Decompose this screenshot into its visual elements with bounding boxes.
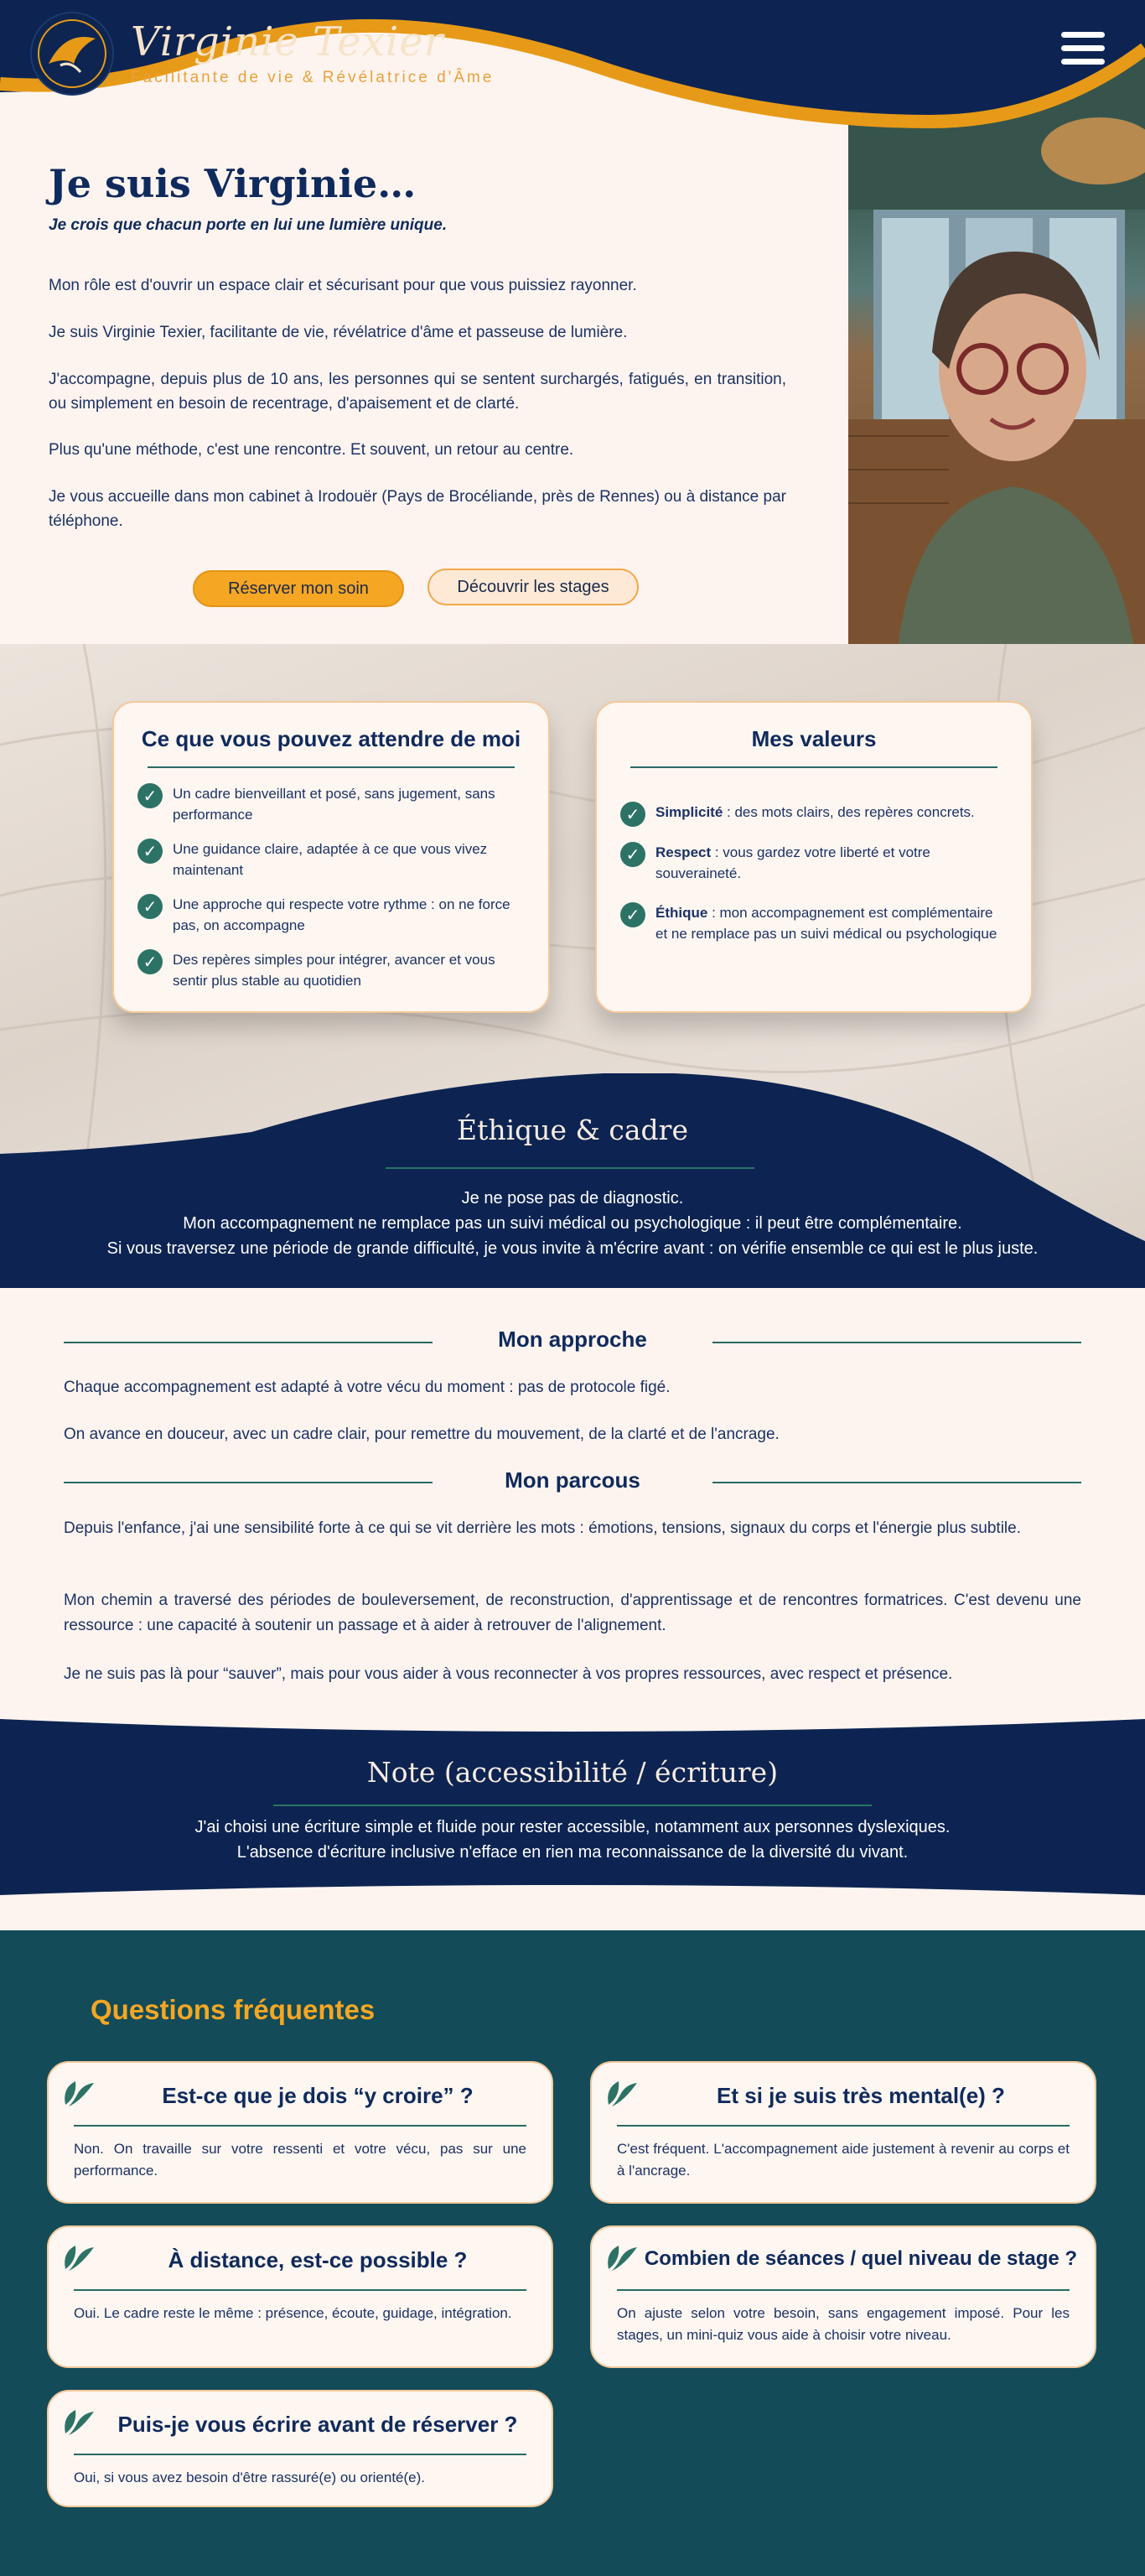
book-session-button[interactable]: Réserver mon soin [193,570,404,607]
note-line: L'absence d'écriture inclusive n'efface en rien ma reconnaissance de la diversité du vivant. [236,1843,909,1862]
list-item [137,783,515,825]
intro-paragraph: Plus qu'une méthode, c'est une rencontre. Et souvent, un retour au centre. [49,441,574,459]
note-line: J'ai choisi une écriture simple et fluide pour rester accessible, notamment aux personnes dyslexiques. [194,1818,951,1836]
leaf-icon [604,2076,640,2110]
divider [273,1805,872,1806]
list-item [137,894,515,936]
divider [74,2454,526,2455]
faq-answer: C'est fréquent. L'accompagnement aide justement à revenir au corps et à l'ancrage. [617,2141,1070,2179]
faq-item[interactable] [47,2061,553,2204]
hamburger-menu-icon[interactable] [1061,32,1105,65]
faq-question: Est-ce que je dois “y croire” ? [162,2083,474,2108]
ethics-line: Si vous traversez une période de grande difficulté, je vous invite à m'écrire avant : on vérifie ensemble ce qui est le plus juste. [106,1239,1039,1258]
journey-paragraph: Depuis l'enfance, j'ai une sensibilité forte à ce qui se vit derrière les mots : émotions, tensions, signaux du corps et l'énergie plus subtile. [64,1519,1021,1537]
faq-title: Questions fréquentes [91,1994,376,2025]
list-item [620,842,997,884]
check-icon: ✓ [137,783,163,808]
leaf-icon [604,2241,640,2274]
intro-subtitle: Je crois que chacun porte en lui une lumière unique. [49,216,448,234]
intro-paragraph: Mon rôle est d'ouvrir un espace clair et sécurisant pour que vous puissiez rayonner. [49,277,637,294]
divider [617,2125,1070,2127]
faq-answer: Oui, si vous avez besoin d'être rassuré(e) ou orienté(e). [74,2470,425,2485]
list-item [620,902,997,944]
faq-item[interactable] [590,2225,1096,2368]
brand-tagline: Facilitante de vie & Révélatrice d'Âme [131,69,495,86]
check-icon: ✓ [620,802,645,827]
approach-paragraph: On avance en douceur, avec un cadre clair, pour remettre du mouvement, de la clarté et de l'ancrage. [64,1426,780,1443]
faq-answer: On ajuste selon votre besoin, sans engagement imposé. Pour les stages, un mini-quiz vous aide à choisir votre niveau. [617,2305,1070,2343]
approach-paragraph: Chaque accompagnement est adapté à votre vécu du moment : pas de protocole figé. [64,1379,671,1396]
leaf-icon [60,2405,97,2438]
expectations-card [112,701,550,1013]
faq-question: Et si je suis très mental(e) ? [717,2083,1005,2108]
faq-question: À distance, est-ce possible ? [168,2247,468,2272]
note-title: Note (accessibilité / écriture) [366,1756,779,1789]
journey-title: Mon parcous [505,1467,640,1493]
expectations-title: Ce que vous pouvez attendre de moi [141,726,521,751]
journey-paragraph: Mon chemin a traversé des périodes de bouleversement, de reconstruction, d'apprentissage et de rencontres formatrices. C'est devenu une ressource : une capacité à soutenir un passage et à aider à retrouver de l'alignement. [64,1592,1081,1634]
journey-paragraph: Je ne suis pas là pour “sauver”, mais pour vous aider à vous reconnecter à vos propres ressources, avec respect et présence. [64,1665,953,1683]
logo-icon[interactable] [30,12,114,96]
list-item-text: Respect : vous gardez votre liberté et votre souveraineté. [655,844,930,881]
brand-name[interactable]: Virginie Texier [131,18,444,65]
intro-paragraph: J'accompagne, depuis plus de 10 ans, les personnes qui se sentent surchargés, fatigués, en transition, ou simplement en besoin de recentrage, d'apaisement et de clarté. [49,371,786,413]
faq-question: Combien de séances / quel niveau de stage ? [644,2247,1078,2270]
divider [617,2289,1070,2291]
divider [74,2289,526,2291]
page-title: Je suis Virginie… [49,161,417,206]
check-icon: ✓ [137,949,163,974]
check-icon: ✓ [137,894,163,919]
leaf-icon [60,2241,97,2274]
faq-item[interactable] [47,2225,553,2368]
divider [74,2125,526,2127]
list-item [620,802,997,827]
faq-section [0,1930,1145,2576]
list-item-text: Une approche qui respecte votre rythme : on ne force pas, on accompagne [173,896,510,933]
faq-answer: Oui. Le cadre reste le même : présence, écoute, guidage, intégration. [74,2305,512,2321]
site-header [0,0,1145,134]
values-card [595,701,1033,1013]
faq-question: Puis-je vous écrire avant de réserver ? [117,2412,518,2437]
list-item [137,949,515,991]
list-item-text: Simplicité : des mots clairs, des repères concrets. [655,804,975,820]
leaf-icon [60,2076,97,2110]
discover-workshops-button[interactable]: Découvrir les stages [427,569,639,605]
accessibility-note-banner [0,1711,1145,1903]
list-item-text: Éthique : mon accompagnement est complémentaire et ne remplace pas un suivi médical ou psychologique [655,905,997,942]
divider [630,766,997,768]
ethics-banner [0,1073,1145,1288]
list-item-text: Une guidance claire, adaptée à ce que vous vivez maintenant [173,841,488,878]
check-icon: ✓ [620,902,645,927]
check-icon: ✓ [137,839,163,864]
faq-answer: Non. On travaille sur votre ressenti et votre vécu, pas sur une performance. [74,2141,526,2179]
list-item-text: Des repères simples pour intégrer, avancer et vous sentir plus stable au quotidien [173,952,495,989]
intro-paragraph: Je vous accueille dans mon cabinet à Irodouër (Pays de Brocéliande, près de Rennes) ou à distance par téléphone. [49,488,786,530]
ethics-line: Mon accompagnement ne remplace pas un suivi médical ou psychologique : il peut être complémentaire. [183,1214,962,1233]
values-title: Mes valeurs [751,726,877,751]
intro-paragraph: Je suis Virginie Texier, facilitante de vie, révélatrice d'âme et passeuse de lumière. [49,324,628,341]
check-icon: ✓ [620,842,645,867]
ethics-line: Je ne pose pas de diagnostic. [461,1189,684,1208]
list-item [137,839,515,880]
faq-item[interactable] [47,2390,553,2507]
divider [386,1167,754,1169]
list-item-text: Un cadre bienveillant et posé, sans jugement, sans performance [173,786,495,823]
ethics-title: Éthique & cadre [456,1114,688,1146]
approach-title: Mon approche [498,1327,647,1352]
faq-item[interactable] [590,2061,1096,2204]
divider [148,766,515,768]
